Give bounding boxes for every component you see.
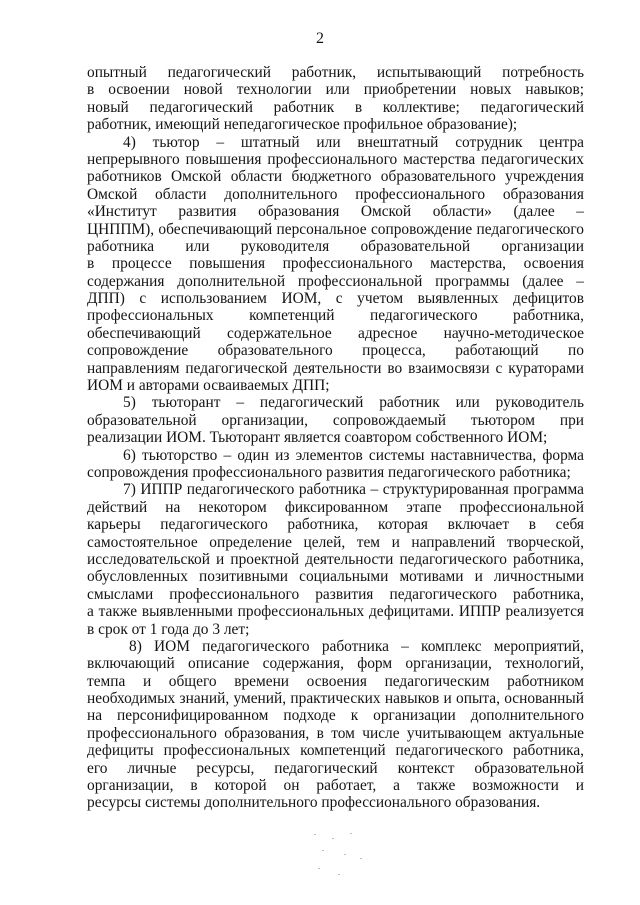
text-line: темпа и общего времени освоения педагогическим работником (87, 672, 584, 690)
text-line: профессионального образования, в том числе учитывающем актуальные (87, 724, 584, 742)
text-line: карьеры педагогического работника, которая включает в себя (87, 516, 584, 534)
text-line: опытный педагогический работник, испытывающий потребность (87, 64, 584, 81)
text-line: ДПП) с использованием ИОМ, с учетом выявленных дефицитов (87, 290, 584, 308)
text-line: ресурсы системы дополнительного профессионального образования. (87, 794, 541, 812)
paragraph-item-8 (87, 638, 584, 812)
paragraph-item-5 (87, 394, 584, 446)
text-line: действий на некотором фиксированном этапе профессиональной (87, 498, 584, 516)
text-line: ЦНППМ), обеспечивающий персональное сопровождение педагогического (87, 220, 584, 238)
text-line: работник, имеющий непедагогическое профильное образование); (87, 116, 518, 134)
text-line: необходимых знаний, умений, практических навыков и опыта, основанный (87, 690, 584, 708)
text-line: самостоятельное определение целей, тем и направлений творческой, (87, 533, 584, 551)
text-line: сопровождения профессионального развития педагогического работника; (87, 463, 571, 481)
text-line: 8) ИОМ педагогического работника – комплекс мероприятий, (129, 637, 584, 655)
text-line: дефициты профессиональных компетенций педагогического работника, (87, 742, 584, 760)
text-line: 6) тьюторство – один из элементов системы наставничества, форма (123, 446, 584, 464)
text-line: направлениям педагогической деятельности во взаимосвязи с кураторами (87, 359, 584, 377)
text-line: исследовательской и проектной деятельности педагогического работника, (87, 550, 584, 568)
paragraph-continuation (87, 64, 584, 134)
page-number: 2 (316, 30, 324, 47)
text-line: обеспечивающий содержательное адресное научно-методическое (87, 324, 584, 342)
paragraph-item-7 (87, 481, 584, 638)
text-line: работников Омской области бюджетного образовательного учреждения (87, 168, 584, 186)
text-line: 7) ИППР педагогического работника – структурированная программа (123, 481, 584, 499)
text-line: включающий описание содержания, форм организации, технологий, (87, 655, 584, 673)
text-line: сопровождение образовательного процесса, работающий по (87, 342, 584, 360)
text-line: а также выявленными профессиональных дефицитами. ИППР реализуется (87, 603, 584, 621)
text-line: организации, в которой он работает, а также возможности и (87, 777, 584, 795)
text-line: ИОМ и авторами осваиваемых ДПП; (87, 377, 330, 395)
text-line: содержания дополнительной профессиональной программы (далее – (87, 272, 584, 290)
paragraph-item-4 (87, 134, 584, 395)
text-line: непрерывного повышения профессионального мастерства педагогических (87, 150, 584, 168)
text-line: 4) тьютор – штатный или внештатный сотрудник центра (123, 133, 584, 151)
text-line: в срок от 1 года до 3 лет; (87, 620, 250, 638)
text-line: образовательной организации, сопровождаемый тьютором при (87, 411, 584, 429)
text-line: обусловленных позитивными социальными мотивами и личностными (87, 568, 584, 586)
text-line: его личные ресурсы, педагогический контекст образовательной (87, 759, 584, 777)
scan-noise (310, 832, 370, 882)
text-line: Омской области дополнительного профессионального образования (87, 185, 584, 203)
text-line: «Институт развития образования Омской области» (далее – (87, 203, 584, 221)
text-line: профессиональных компетенций педагогического работника, (87, 307, 584, 325)
text-line: 5) тьюторант – педагогический работник или руководитель (123, 394, 584, 412)
paragraph-item-6 (87, 447, 584, 482)
text-line: работника или руководителя образовательной организации (87, 237, 584, 255)
text-line: новый педагогический работник в коллективе; педагогический (87, 98, 584, 116)
document-body (87, 64, 584, 812)
text-line: в освоении новой технологии или приобретении новых навыков; (87, 81, 584, 99)
text-line: смыслами профессионального развития педагогического работника, (87, 585, 584, 603)
text-line: в процессе повышения профессионального мастерства, освоения (87, 255, 584, 273)
text-line: на персонифицированном подходе к организации дополнительного (87, 707, 584, 725)
text-line: реализации ИОМ. Тьюторант является соавтором собственного ИОМ; (87, 429, 548, 447)
